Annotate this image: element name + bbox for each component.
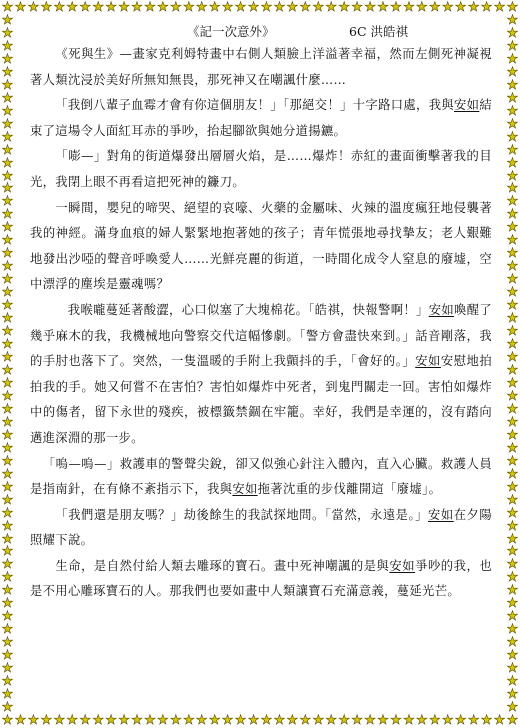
- paragraph: [30, 503, 492, 554]
- star-icon: ★: [1, 181, 14, 197]
- paragraph: [30, 554, 492, 605]
- star-icon: ★: [506, 350, 519, 366]
- underlined-name: 安如: [428, 302, 455, 317]
- star-icon: ★: [506, 557, 519, 573]
- star-icon: ★: [1, 350, 14, 366]
- star-icon: ★: [66, 0, 79, 15]
- star-icon: ★: [1, 479, 14, 495]
- star-icon: ★: [506, 25, 519, 41]
- star-icon: ★: [416, 0, 428, 15]
- star-icon: ★: [1, 233, 14, 249]
- star-icon: ★: [1, 168, 14, 184]
- star-icon: ★: [364, 0, 376, 15]
- star-icon: ★: [506, 544, 519, 560]
- star-icon: ★: [364, 713, 376, 728]
- star-icon: ★: [1, 12, 14, 28]
- star-icon: ★: [506, 285, 519, 301]
- paragraph: [30, 452, 492, 503]
- star-icon: ★: [506, 700, 519, 716]
- star-icon: ★: [506, 181, 519, 197]
- star-icon: ★: [506, 272, 519, 288]
- star-icon: ★: [506, 311, 519, 327]
- star-icon: ★: [454, 0, 467, 15]
- star-icon: ★: [506, 687, 519, 703]
- star-icon: ★: [1, 51, 14, 67]
- paragraph-text: 爭吵的我，也是不用心雕琢寶石的人。那我們也要如畫中人類讓寶石充滿意義，蔓延光芒。: [30, 558, 492, 599]
- star-icon: ★: [1, 531, 14, 547]
- star-icon: ★: [403, 0, 415, 15]
- star-icon: ★: [506, 713, 519, 728]
- star-icon: ★: [506, 116, 519, 132]
- star-icon: ★: [506, 298, 519, 314]
- star-icon: ★: [506, 0, 519, 15]
- star-icon: ★: [118, 0, 130, 15]
- paragraph-text: 結束了這場令人面紅耳赤的爭吵，抬起腳欲與她分道揚鑣。: [30, 98, 492, 138]
- star-icon: ★: [260, 713, 273, 728]
- star-icon: ★: [506, 622, 519, 638]
- star-icon: ★: [79, 713, 92, 728]
- star-icon: ★: [467, 713, 480, 728]
- star-icon: ★: [506, 518, 519, 534]
- star-icon: ★: [493, 713, 506, 728]
- star-icon: ★: [273, 713, 286, 728]
- star-icon: ★: [506, 220, 519, 236]
- star-icon: ★: [1, 64, 14, 80]
- star-icon: ★: [144, 713, 156, 728]
- star-icon: ★: [1, 687, 14, 703]
- star-icon: ★: [506, 479, 519, 495]
- star-icon: ★: [506, 51, 519, 67]
- star-icon: ★: [131, 713, 143, 728]
- star-icon: ★: [1, 38, 14, 54]
- star-icon: ★: [467, 0, 480, 15]
- star-icon: ★: [506, 570, 519, 586]
- star-icon: ★: [1, 25, 14, 41]
- star-icon: ★: [1, 518, 14, 534]
- star-icon: ★: [105, 0, 117, 15]
- star-icon: ★: [40, 0, 53, 15]
- star-icon: ★: [441, 713, 454, 728]
- star-icon: ★: [1, 661, 14, 677]
- star-icon: ★: [27, 0, 40, 15]
- star-icon: ★: [208, 713, 221, 728]
- star-icon: ★: [416, 713, 428, 728]
- star-icon: ★: [506, 246, 519, 262]
- star-icon: ★: [506, 103, 519, 119]
- star-icon: ★: [428, 0, 441, 15]
- star-icon: ★: [260, 0, 273, 15]
- star-icon: ★: [1, 362, 14, 378]
- star-icon: ★: [1, 142, 14, 158]
- essay-body: [30, 42, 492, 605]
- star-icon: ★: [1, 311, 14, 327]
- star-icon: ★: [1, 401, 14, 417]
- star-icon: ★: [1, 388, 14, 404]
- star-icon: ★: [1, 544, 14, 560]
- star-icon: ★: [221, 0, 234, 15]
- star-icon: ★: [1, 583, 14, 599]
- star-icon: ★: [506, 427, 519, 443]
- underlined-name: 安如: [454, 98, 480, 113]
- star-icon: ★: [247, 0, 260, 15]
- paragraph-text: 「我倒八輩子血霉才會有你這個朋友！」「那絕交！」十字路口處，我與: [55, 98, 455, 113]
- star-icon: ★: [1, 155, 14, 171]
- title-line: [30, 20, 492, 42]
- star-icon: ★: [299, 0, 312, 15]
- star-icon: ★: [506, 375, 519, 391]
- star-icon: ★: [506, 609, 519, 625]
- star-icon: ★: [506, 583, 519, 599]
- star-icon: ★: [14, 0, 27, 15]
- star-icon: ★: [66, 713, 79, 728]
- star-icon: ★: [428, 713, 441, 728]
- star-icon: ★: [454, 713, 467, 728]
- star-icon: ★: [506, 440, 519, 456]
- paragraph-text: 「嗚—嗚—」救護車的警聲尖銳，卻又似強心針注入體內，直入心臟。救護人員是指南針，在有條不紊指示下，我與: [30, 456, 492, 497]
- star-icon: ★: [506, 414, 519, 430]
- star-icon: ★: [506, 324, 519, 340]
- star-icon: ★: [506, 64, 519, 80]
- paragraph: [30, 42, 492, 93]
- star-icon: ★: [390, 0, 402, 15]
- star-icon: ★: [506, 129, 519, 145]
- star-icon: ★: [1, 298, 14, 314]
- star-icon: ★: [338, 0, 350, 15]
- star-icon: ★: [506, 12, 519, 28]
- paragraph-text: 生命，是自然付給人類去雕琢的寶石。畫中死神嘲諷的是與: [55, 558, 390, 573]
- star-icon: ★: [480, 713, 493, 728]
- star-icon: ★: [286, 713, 299, 728]
- star-icon: ★: [1, 77, 14, 93]
- star-icon: ★: [1, 285, 14, 301]
- star-icon: ★: [312, 713, 325, 728]
- star-icon: ★: [221, 713, 234, 728]
- paragraph-text: 拖著沈重的步伐離開這「廢墟」。: [257, 482, 442, 497]
- star-icon: ★: [1, 194, 14, 210]
- paragraph-text: 安慰地拍拍我的手。她又何嘗不在害怕？害怕如爆炸中死者，到鬼門關走一回。害怕如爆炸中的傷者，留下永世的殘疾，被標籤禁錮在牢籠。幸好，我們是幸運的，沒有踏向邁進深淵的那一步。: [30, 354, 492, 445]
- author-line: 6C 洪皓祺: [349, 24, 408, 39]
- star-icon: ★: [157, 713, 169, 728]
- star-icon: ★: [208, 0, 221, 15]
- star-icon: ★: [506, 492, 519, 508]
- star-icon: ★: [493, 0, 506, 15]
- paragraph-text: 《死與生》—畫家克利姆特畫中右側人類臉上洋溢著幸福，然而左側死神凝視著人類沈浸於美好所無知無畏，那死神又在嘲諷什麼……: [30, 47, 492, 87]
- star-icon: ★: [14, 713, 27, 728]
- star-icon: ★: [1, 103, 14, 119]
- star-icon: ★: [1, 129, 14, 145]
- star-icon: ★: [1, 337, 14, 353]
- star-icon: ★: [1, 375, 14, 391]
- underlined-name: 安如: [232, 482, 258, 497]
- star-icon: ★: [506, 233, 519, 249]
- star-icon: ★: [377, 713, 389, 728]
- essay: [30, 20, 492, 605]
- star-icon: ★: [390, 713, 402, 728]
- star-icon: ★: [234, 713, 247, 728]
- star-icon: ★: [53, 713, 66, 728]
- star-icon: ★: [506, 77, 519, 93]
- star-icon: ★: [195, 713, 208, 728]
- star-icon: ★: [1, 466, 14, 482]
- star-icon: ★: [377, 0, 389, 15]
- paragraph-text: 「嘭—」對角的街道爆發出層層火焰，是……爆炸！赤紅的畫面衝擊著我的目光，我閉上眼不再看這把死神的鐮刀。: [30, 149, 492, 189]
- star-icon: ★: [1, 674, 14, 690]
- star-icon: ★: [506, 90, 519, 106]
- star-icon: ★: [506, 337, 519, 353]
- paragraph: [30, 93, 492, 144]
- star-icon: ★: [131, 0, 143, 15]
- star-icon: ★: [1, 648, 14, 664]
- star-icon: ★: [1, 272, 14, 288]
- star-icon: ★: [1, 700, 14, 716]
- star-icon: ★: [325, 0, 338, 15]
- star-icon: ★: [92, 713, 104, 728]
- star-icon: ★: [506, 142, 519, 158]
- underlined-name: 安如: [389, 558, 416, 573]
- star-icon: ★: [506, 168, 519, 184]
- star-icon: ★: [1, 220, 14, 236]
- star-icon: ★: [299, 713, 312, 728]
- underlined-name: 安如: [428, 507, 454, 522]
- underlined-name: 安如: [415, 354, 441, 369]
- star-icon: ★: [351, 713, 363, 728]
- paragraph-text: 在夕陽照耀下說。: [30, 507, 492, 548]
- star-icon: ★: [506, 635, 519, 651]
- paragraph-text: 「我們還是朋友嗎？」劫後餘生的我試探地問。「當然，永遠是。」: [55, 507, 429, 522]
- star-icon: ★: [1, 570, 14, 586]
- star-icon: ★: [325, 713, 338, 728]
- star-icon: ★: [506, 401, 519, 417]
- star-icon: ★: [1, 622, 14, 638]
- star-icon: ★: [1, 453, 14, 469]
- star-icon: ★: [506, 674, 519, 690]
- star-icon: ★: [506, 155, 519, 171]
- essay-title: 《記一次意外》: [187, 24, 275, 39]
- star-icon: ★: [506, 388, 519, 404]
- star-icon: ★: [1, 414, 14, 430]
- star-icon: ★: [144, 0, 156, 15]
- star-icon: ★: [1, 427, 14, 443]
- star-icon: ★: [27, 713, 40, 728]
- paragraph-text: 一瞬間，嬰兒的啼哭、絕望的哀嚎、火藥的金屬味、火辣的溫度瘋狂地侵襲著我的神經。滿身血痕的婦人緊緊地抱著她的孩子；青年慌張地尋找摯友；老人艱難地發出沙啞的聲音呼喚愛人……光鮮亮麗的街道，一時間化成令人窒息的廢墟，空中漂浮的塵埃是靈魂嗎？: [30, 200, 492, 292]
- star-icon: ★: [1, 116, 14, 132]
- star-icon: ★: [157, 0, 169, 15]
- star-icon: ★: [1, 635, 14, 651]
- star-icon: ★: [506, 596, 519, 612]
- star-icon: ★: [1, 324, 14, 340]
- star-icon: ★: [170, 0, 182, 15]
- star-icon: ★: [506, 207, 519, 223]
- star-icon: ★: [1, 440, 14, 456]
- star-icon: ★: [92, 0, 104, 15]
- star-icon: ★: [1, 207, 14, 223]
- star-icon: ★: [1, 609, 14, 625]
- paragraph-text: 喚醒了幾乎麻木的我，我機械地向警察交代這幅慘劇。「警方會盡快來到。」話音剛落，我的手肘也落下了。突然，一隻溫暖的手附上我顫抖的手，「會好的。」: [30, 302, 492, 369]
- star-icon: ★: [351, 0, 363, 15]
- star-icon: ★: [118, 713, 130, 728]
- paragraph: [30, 298, 492, 452]
- star-icon: ★: [506, 648, 519, 664]
- star-icon: ★: [480, 0, 493, 15]
- star-icon: ★: [506, 362, 519, 378]
- star-icon: ★: [506, 194, 519, 210]
- star-icon: ★: [182, 0, 195, 15]
- star-icon: ★: [312, 0, 325, 15]
- star-icon: ★: [506, 466, 519, 482]
- star-icon: ★: [506, 531, 519, 547]
- star-icon: ★: [40, 713, 53, 728]
- star-icon: ★: [1, 596, 14, 612]
- star-icon: ★: [1, 259, 14, 275]
- star-icon: ★: [506, 453, 519, 469]
- star-icon: ★: [1, 505, 14, 521]
- star-icon: ★: [1, 557, 14, 573]
- star-icon: ★: [506, 661, 519, 677]
- star-icon: ★: [247, 713, 260, 728]
- paragraph: [30, 144, 492, 195]
- star-icon: ★: [53, 0, 66, 15]
- star-icon: ★: [170, 713, 182, 728]
- star-icon: ★: [338, 713, 350, 728]
- star-icon: ★: [79, 0, 92, 15]
- star-icon: ★: [1, 246, 14, 262]
- star-icon: ★: [506, 259, 519, 275]
- star-icon: ★: [403, 713, 415, 728]
- star-icon: ★: [286, 0, 299, 15]
- star-icon: ★: [182, 713, 195, 728]
- star-icon: ★: [105, 713, 117, 728]
- paragraph: [30, 196, 492, 298]
- star-icon: ★: [1, 713, 14, 728]
- star-icon: ★: [441, 0, 454, 15]
- star-icon: ★: [506, 505, 519, 521]
- star-icon: ★: [1, 492, 14, 508]
- star-icon: ★: [1, 90, 14, 106]
- star-icon: ★: [195, 0, 208, 15]
- paragraph-text: 我喉嚨蔓延著酸澀，心口似塞了大塊棉花。「皓祺，快報警啊！」: [67, 302, 429, 317]
- star-icon: ★: [273, 0, 286, 15]
- star-icon: ★: [234, 0, 247, 15]
- star-icon: ★: [506, 38, 519, 54]
- star-icon: ★: [1, 0, 14, 15]
